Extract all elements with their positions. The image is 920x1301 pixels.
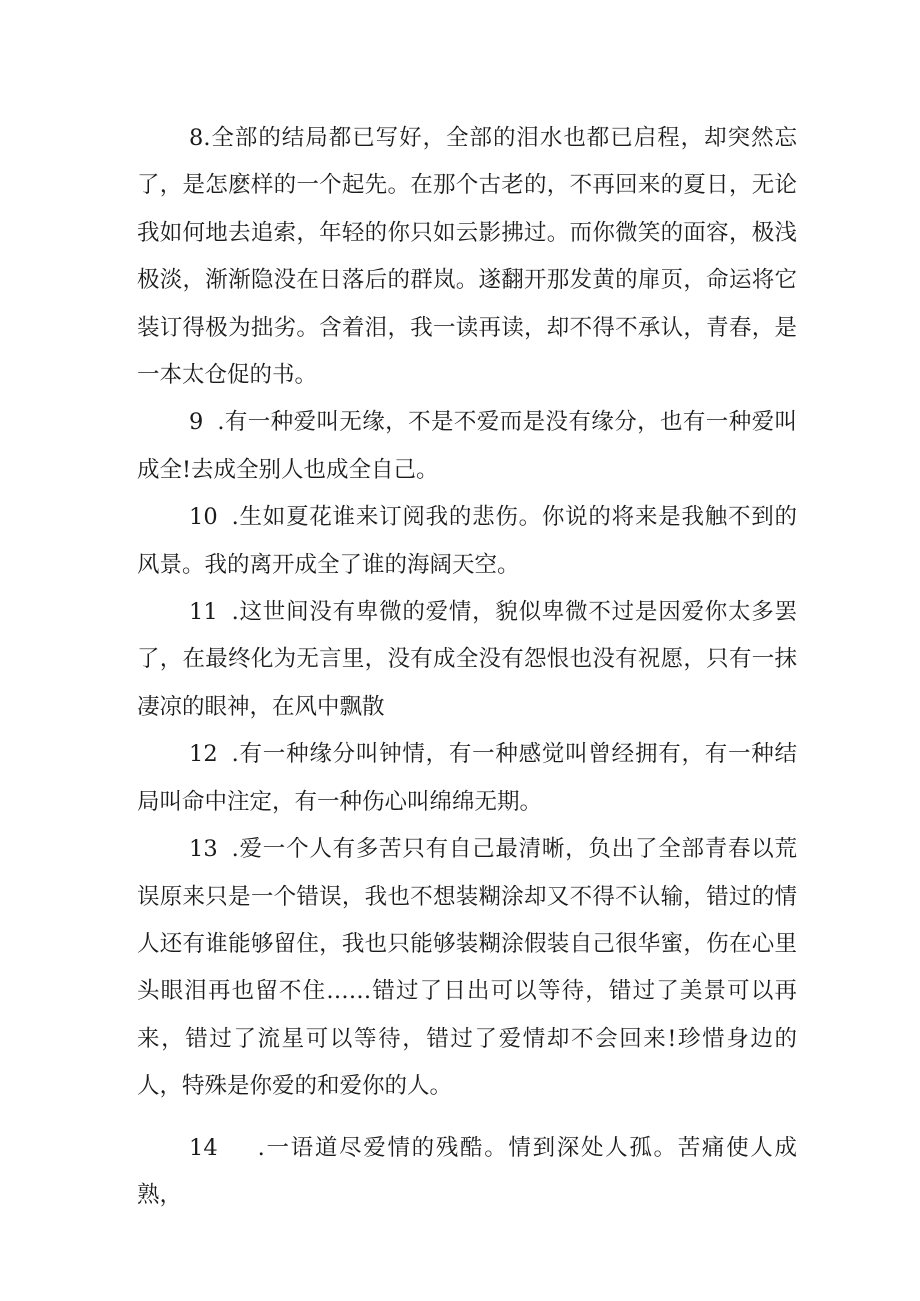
paragraph-number: 14 bbox=[189, 1134, 218, 1161]
paragraph-number: 9 bbox=[189, 409, 204, 436]
paragraph-12 bbox=[137, 731, 797, 826]
paragraph-text: .生如夏花谁来订阅我的悲伤。你说的将来是我触不到的风景。我的离开成全了谁的海阔天空。 bbox=[137, 504, 797, 578]
paragraph-number: 10 bbox=[189, 504, 218, 531]
paragraph-13 bbox=[137, 826, 797, 1110]
paragraph-text: 全部的结局都已写好，全部的泪水也都已启程，却突然忘了，是怎麽样的一个起先。在那个古老的，不再回来的夏日，无论我如何地去追索，年轻的你只如云影拂过。而你微笑的面容，极浅极淡，渐渐隐没在日落后的群岚。遂翻开那发黄的扉页，命运将它装订得极为拙劣。含着泪，我一读再读，却不得不承认，青春，是一本太仓促的书。 bbox=[137, 125, 797, 389]
paragraph-11 bbox=[137, 589, 797, 731]
paragraph-8 bbox=[137, 115, 797, 399]
paragraph-text: .有一种爱叫无缘，不是不爱而是没有缘分，也有一种爱叫成全!去成全别人也成全自己。 bbox=[137, 409, 797, 483]
paragraph-text: .爱一个人有多苦只有自己最清晰，负出了全部青春以荒误原来只是一个错误，我也不想装糊涂却又不得不认输，错过的情人还有谁能够留住，我也只能够装糊涂假装自己很华蜜，伤在心里头眼泪再也留不住……错过了日出可以等待，错过了美景可以再来，错过了流星可以等待，错过了爱情却不会回来!珍惜身边的人，特殊是你爱的和爱你的人。 bbox=[137, 836, 797, 1100]
paragraph-number: 12 bbox=[189, 741, 218, 768]
paragraph-14 bbox=[137, 1125, 797, 1220]
paragraph-number: 11 bbox=[189, 599, 218, 626]
paragraph-number: 8. bbox=[189, 125, 211, 151]
paragraph-number: 13 bbox=[189, 836, 218, 863]
paragraph-10 bbox=[137, 494, 797, 589]
document-body bbox=[137, 115, 797, 1219]
paragraph-text: .这世间没有卑微的爱情，貌似卑微不过是因爱你太多罢了，在最终化为无言里，没有成全没有怨恨也没有祝愿，只有一抹凄凉的眼神，在风中飘散 bbox=[137, 599, 797, 720]
paragraph-9 bbox=[137, 399, 797, 494]
paragraph-text: .一语道尽爱情的残酷。情到深处人孤。苦痛使人成熟， bbox=[137, 1134, 797, 1208]
paragraph-text: .有一种缘分叫钟情，有一种感觉叫曾经拥有，有一种结局叫命中注定，有一种伤心叫绵绵无期。 bbox=[137, 741, 797, 815]
